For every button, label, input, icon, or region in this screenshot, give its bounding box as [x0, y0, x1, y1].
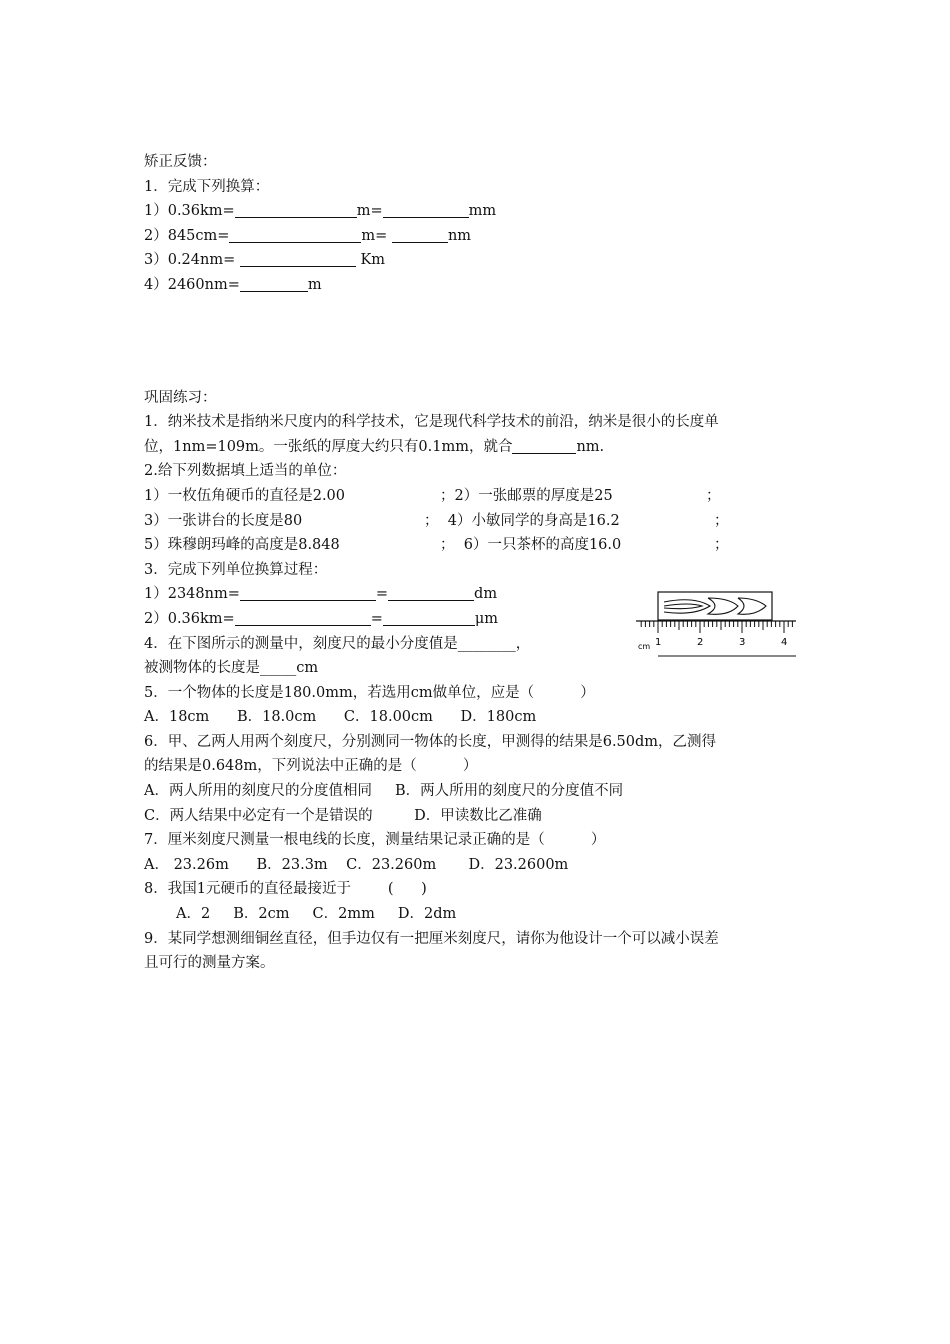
ruler-label-2: 2 [697, 637, 704, 648]
blank [235, 609, 371, 626]
q4-line-b: 被测物体的长度是_____cm [144, 660, 319, 677]
q6-options-ab: A．两人所用的刻度尺的分度值相同 B．两人所用的刻度尺的分度值不同 [144, 783, 624, 800]
q6-line-b: 的结果是0.648m，下列说法中正确的是（ ） [144, 758, 478, 775]
blank [240, 275, 308, 292]
q9-line-b: 且可行的测量方案。 [144, 955, 275, 972]
blank [512, 437, 576, 454]
conversion-item-3: 3）0.24nm= Km [144, 252, 386, 269]
q5-stem: 5．一个物体的长度是180.0mm，若选用cm做单位，应是（ ） [144, 684, 595, 701]
ruler-label-4: 4 [781, 637, 788, 648]
q7-stem: 7．厘米刻度尺测量一根电线的长度，测量结果记录正确的是（ ） [144, 832, 606, 849]
conversion-item-4: 4）2460nm= m [144, 276, 322, 293]
q2-row-2: 3）一张讲台的长度是80 ； 4）小敏同学的身高是16.2 ； [144, 512, 729, 529]
q2-row-3: 5）珠穆朗玛峰的高度是8.848 ； 6）一只茶杯的高度16.0 ； [144, 537, 729, 554]
ruler-unit-label: cm [638, 642, 651, 651]
conversion-item-2: 2）845cm= m= nm [144, 227, 472, 244]
q1-line-a: 1．纳米技术是指纳米尺度内的科学技术，它是现代科学技术的前沿，纳米是很小的长度单 [144, 414, 719, 431]
section-title-practice: 巩固练习： [144, 389, 217, 406]
section-title-feedback: 矫正反馈： [144, 154, 217, 170]
q7-options: A． 23.26m B．23.3m C．23.260m D．23.2600m [144, 856, 569, 873]
object-chevron-shape [664, 598, 766, 614]
q2-row-1: 1）一枚伍角硬币的直径是2.00 ；2）一张邮票的厚度是25 ； [144, 487, 721, 504]
blank [383, 201, 469, 218]
q4-line-a: 4．在下图所示的测量中，刻度尺的最小分度值是________， [144, 635, 531, 652]
blank [240, 250, 356, 267]
blank [229, 226, 361, 243]
q1-line-b: 位，1nm=109m。一张纸的厚度大约只有0.1mm，就合 nm. [144, 438, 605, 455]
blank [388, 584, 474, 601]
question-1-heading: 1．完成下列换算： [144, 178, 270, 195]
spacer [144, 298, 814, 386]
q8-stem: 8．我国1元硬币的直径最接近于 ( ) [144, 881, 427, 898]
blank [383, 609, 475, 626]
q5-options: A．18cm B．18.0cm C．18.00cm D．180cm [144, 709, 537, 726]
q6-options-cd: C．两人结果中必定有一个是错误的 D．甲读数比乙准确 [144, 807, 542, 824]
ruler-label-3: 3 [739, 637, 746, 648]
blank [240, 584, 376, 601]
q3-heading: 3．完成下列单位换算过程： [144, 561, 328, 578]
q3-item-1: 1）2348nm= = dm [144, 586, 498, 603]
worksheet [144, 150, 814, 976]
q8-options: A．2 B．2cm C．2mm D．2dm [176, 906, 457, 923]
conversion-item-1: 1）0.36km= m= mm [144, 203, 497, 220]
q3-item-2: 2）0.36km= = μm [144, 610, 499, 627]
q2-heading: 2.给下列数据填上适当的单位： [144, 463, 347, 480]
q6-line-a: 6．甲、乙两人用两个刻度尺，分别测同一物体的长度，甲测得的结果是6.50dm，乙测得 [144, 733, 717, 750]
ruler-ticks [641, 621, 792, 633]
blank [392, 226, 448, 243]
ruler-figure [634, 590, 804, 662]
blank [235, 201, 357, 218]
ruler-label-1: 1 [655, 637, 662, 648]
q9-line-a: 9．某同学想测细铜丝直径，但手边仅有一把厘米刻度尺，请你为他设计一个可以减小误差 [144, 930, 719, 947]
